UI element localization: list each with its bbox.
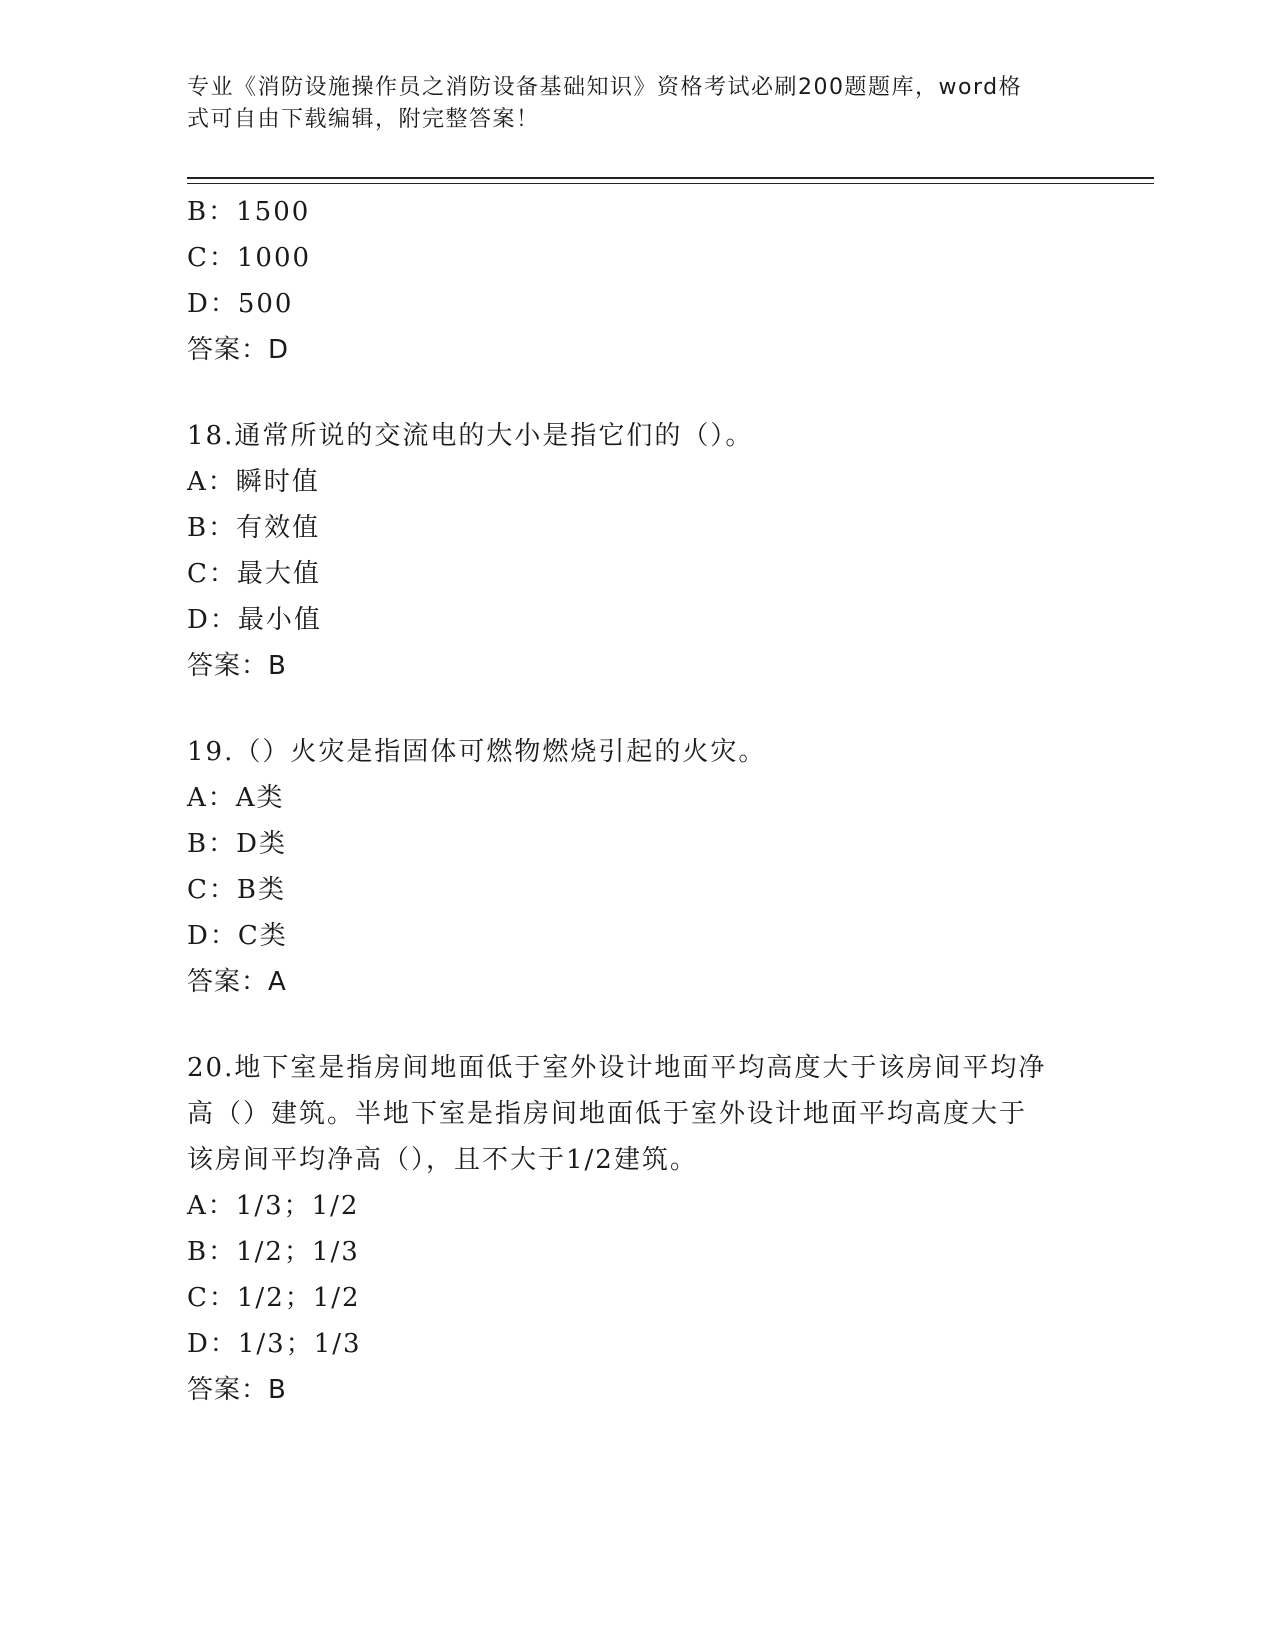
question-list (187, 189, 1087, 1413)
option-a: A：瞬时值 (187, 467, 320, 497)
option-d: D：1/3；1/3 (187, 1329, 362, 1359)
option-a: A：A类 (187, 783, 285, 813)
header-divider-thin (187, 183, 1154, 184)
option-b: B：有效值 (187, 513, 321, 543)
question-18 (187, 413, 1087, 689)
question-stem: 18.通常所说的交流电的大小是指它们的（）。 (187, 421, 754, 451)
document-header (187, 72, 1067, 136)
option-d: D：最小值 (187, 605, 322, 635)
question-19 (187, 729, 1087, 1005)
option-a: A：1/3；1/2 (187, 1191, 360, 1221)
question-stem: 19.（）火灾是指固体可燃物燃烧引起的火灾。 (187, 737, 767, 767)
option-b: B：1500 (187, 197, 311, 227)
answer-line: 答案：B (187, 1375, 287, 1405)
option-b: B：D类 (187, 829, 287, 859)
header-divider-thick (187, 177, 1154, 179)
option-c: C：B类 (187, 875, 287, 905)
question-stem-line-1: 20.地下室是指房间地面低于室外设计地面平均高度大于该房间平均净 (187, 1053, 1047, 1083)
option-c: C：1000 (187, 243, 312, 273)
question-stem-line-2: 高（）建筑。半地下室是指房间地面低于室外设计地面平均高度大于 (187, 1099, 1028, 1129)
question-stem-line-3: 该房间平均净高（），且不大于1/2建筑。 (187, 1145, 698, 1175)
question-17 (187, 189, 1087, 373)
header-line-1: 专业《消防设施操作员之消防设备基础知识》资格考试必刷200题题库，word格 (187, 75, 1023, 100)
option-d: D：C类 (187, 921, 288, 951)
option-d: D：500 (187, 289, 294, 319)
answer-line: 答案：A (187, 967, 287, 997)
answer-line: 答案：B (187, 651, 287, 681)
option-c: C：最大值 (187, 559, 321, 589)
option-b: B：1/2；1/3 (187, 1237, 360, 1267)
question-20 (187, 1045, 1087, 1413)
answer-line: 答案：D (187, 335, 290, 365)
header-line-2: 式可自由下载编辑，附完整答案！ (187, 107, 540, 132)
option-c: C：1/2；1/2 (187, 1283, 361, 1313)
